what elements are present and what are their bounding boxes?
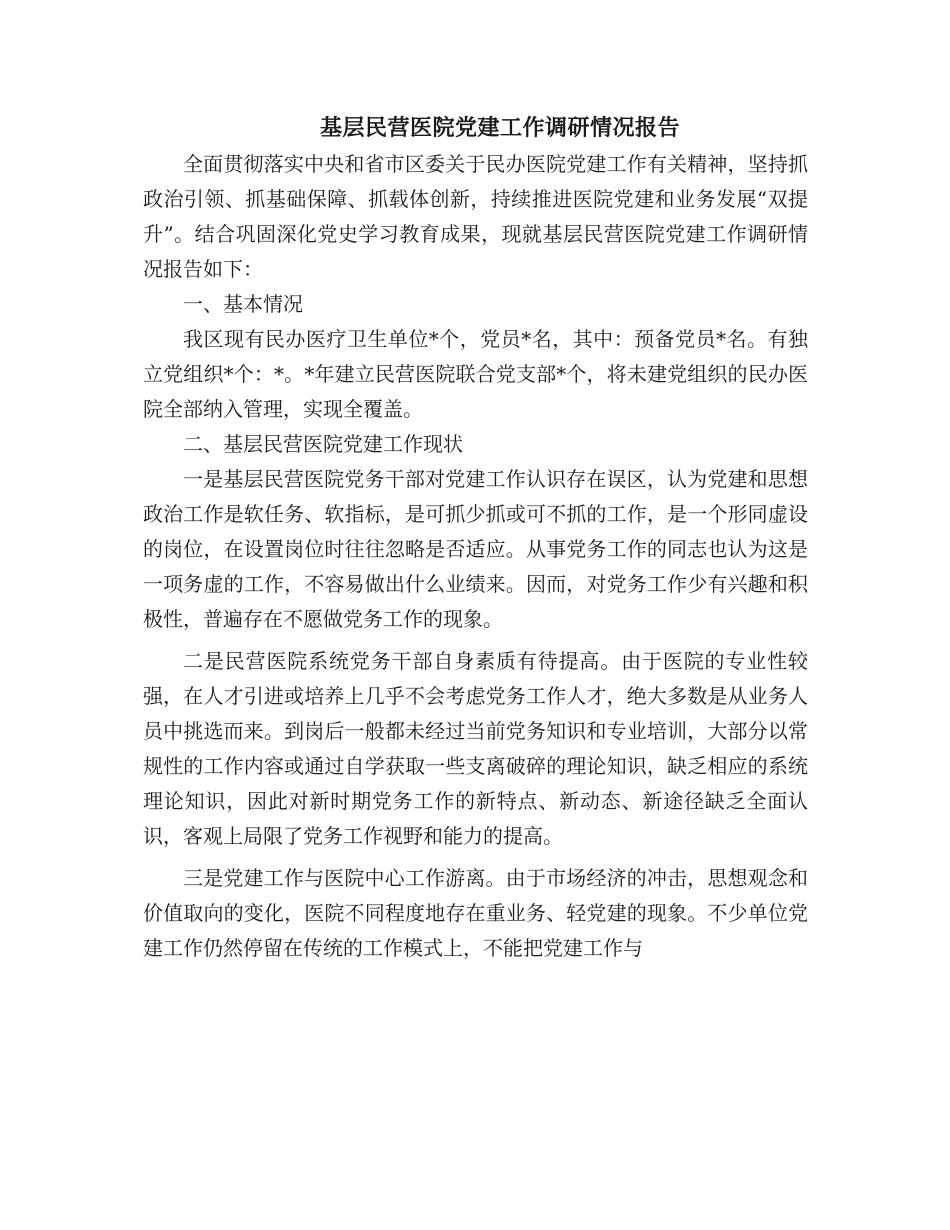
point-three-paragraph: 三是党建工作与医院中心工作游离。由于市场经济的冲击，思想观念和价值取向的变化，医院不同程度地存在重业务、轻党建的现象。不少单位党建工作仍然停留在传统的工作模式上，不能把党建工作与 <box>143 866 808 960</box>
intro-paragraph: 全面贯彻落实中央和省市区委关于民办医院党建工作有关精神，坚持抓政治引领、抓基础保障、抓载体创新，持续推进医院党建和业务发展“双提升”。结合巩固深化党史学习教育成果，现就基层民营医院党建工作调研情况报告如下： <box>143 152 808 281</box>
section-heading-basic-situation: 一、基本情况 <box>183 292 303 316</box>
document-title: 基层民营医院党建工作调研情况报告 <box>319 115 680 141</box>
section-heading-current-status: 二、基层民营医院党建工作现状 <box>183 432 463 456</box>
point-one-paragraph: 一是基层民营医院党务干部对党建工作认识存在误区，认为党建和思想政治工作是软任务、软指标，是可抓少抓或可不抓的工作，是一个形同虚设的岗位，在设置岗位时往往忽略是否适应。从事党务工作的同志也认为这是一项务虚的工作，不容易做出什么业绩来。因而，对党务工作少有兴趣和积极性，普遍存在不愿做党务工作的现象。 <box>143 467 808 631</box>
basic-situation-paragraph: 我区现有民办医疗卫生单位*个，党员*名，其中：预备党员*名。有独立党组织*个：*。*年建立民营医院联合党支部*个，将未建党组织的民办医院全部纳入管理，实现全覆盖。 <box>143 327 808 421</box>
document-body <box>143 147 808 966</box>
point-two-paragraph: 二是民营医院系统党务干部自身素质有待提高。由于医院的专业性较强，在人才引进或培养上几乎不会考虑党务工作人才，绝大多数是从业务人员中挑选而来。到岗后一般都未经过当前党务知识和专业培训，大部分以常规性的工作内容或通过自学获取一些支离破碎的理论知识，缺乏相应的系统理论知识，因此对新时期党务工作的新特点、新动态、新途径缺乏全面认识，客观上局限了党务工作视野和能力的提高。 <box>143 649 808 848</box>
